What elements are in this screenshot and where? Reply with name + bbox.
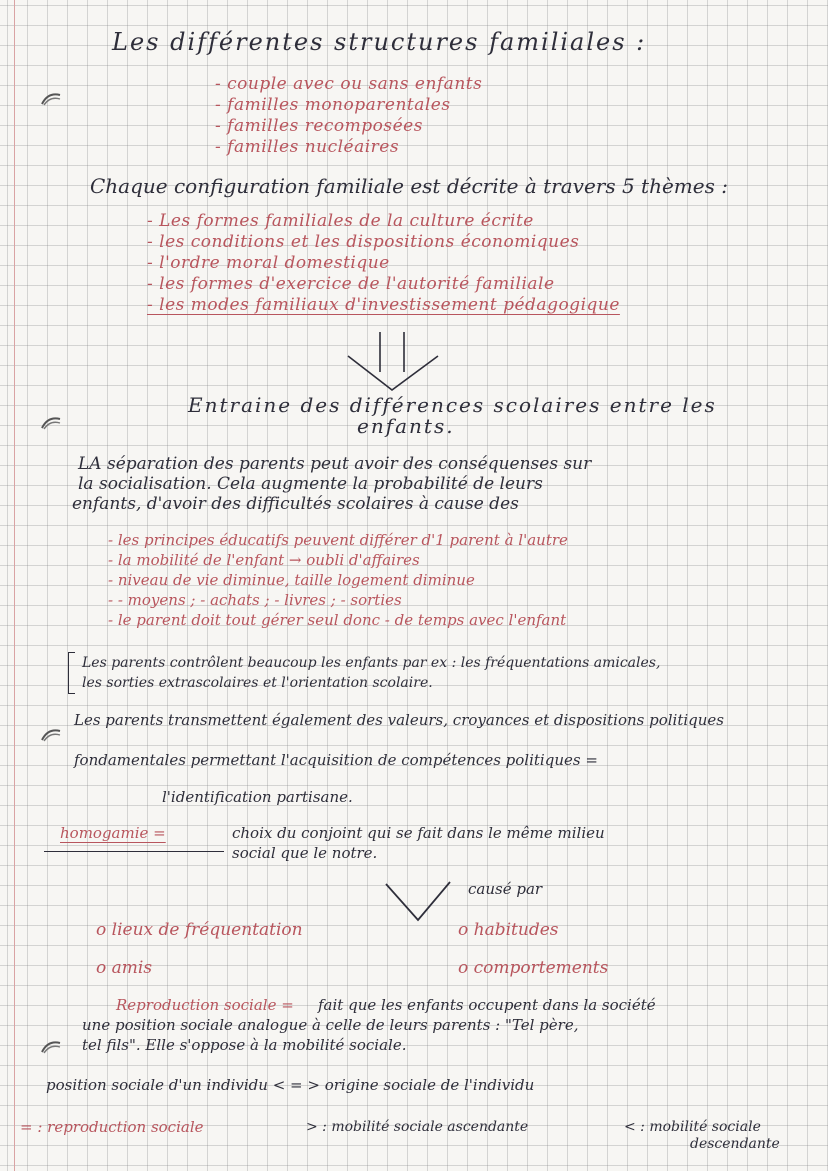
reproduction-term: Reproduction sociale = xyxy=(116,996,294,1014)
homogamie-definition: choix du conjoint qui se fait dans le même milieu xyxy=(232,824,605,842)
binder-ring-icon xyxy=(40,728,62,742)
page-title: Les différentes structures familiales : xyxy=(112,28,647,56)
cause-item: o habitudes xyxy=(458,920,559,940)
legend-less: descendante xyxy=(690,1136,780,1152)
theme-item: - Les formes familiales de la culture écrite xyxy=(147,211,534,231)
separation-text: enfants, d'avoir des difficultés scolaires à cause des xyxy=(72,494,519,514)
separation-text: LA séparation des parents peut avoir des conséquenses sur xyxy=(78,454,592,474)
cause-item: o lieux de fréquentation xyxy=(96,920,303,940)
binder-ring-icon xyxy=(40,92,62,106)
structure-item: - familles monoparentales xyxy=(215,95,451,115)
reproduction-definition: fait que les enfants occupent dans la société xyxy=(318,996,656,1014)
values-text: fondamentales permettant l'acquisition de compétences politiques = xyxy=(74,751,598,769)
reproduction-definition: tel fils". Elle s'oppose à la mobilité sociale. xyxy=(82,1036,407,1054)
structure-item: - familles recomposées xyxy=(215,116,423,136)
values-result: l'identification partisane. xyxy=(162,788,353,806)
down-arrow-icon xyxy=(338,330,448,392)
legend-greater: > : mobilité sociale ascendante xyxy=(306,1119,529,1135)
separation-cause: - - moyens ; - achats ; - livres ; - sorties xyxy=(108,591,402,609)
margin-line xyxy=(14,0,15,1171)
configuration-intro: Chaque configuration familiale est décrite à travers 5 thèmes : xyxy=(90,174,728,198)
structure-item: - couple avec ou sans enfants xyxy=(215,74,483,94)
legend-less: < : mobilité sociale xyxy=(624,1119,761,1135)
down-arrow-icon xyxy=(382,880,454,924)
control-text: Les parents contrôlent beaucoup les enfants par ex : les fréquentations amicales, xyxy=(82,655,661,671)
separation-cause: - les principes éducatifs peuvent différer d'1 parent à l'autre xyxy=(108,531,568,549)
consequence-line: Entraine des différences scolaires entre les xyxy=(188,393,717,417)
theme-item: - les conditions et les dispositions économiques xyxy=(147,232,580,252)
theme-item: - les formes d'exercice de l'autorité familiale xyxy=(147,274,555,294)
separation-text: la socialisation. Cela augmente la probabilité de leurs xyxy=(78,474,543,494)
cause-item: o amis xyxy=(96,958,153,978)
theme-item: - les modes familiaux d'investissement pédagogique xyxy=(147,295,620,315)
binder-ring-icon xyxy=(40,416,62,430)
separation-cause: - la mobilité de l'enfant → oubli d'affaires xyxy=(108,551,420,569)
separation-cause: - le parent doit tout gérer seul donc - de temps avec l'enfant xyxy=(108,611,567,629)
control-text: les sorties extrascolaires et l'orientation scolaire. xyxy=(82,675,433,691)
structure-item: - familles nucléaires xyxy=(215,137,400,157)
values-text: Les parents transmettent également des valeurs, croyances et dispositions politiques xyxy=(74,711,724,729)
homogamie-term: homogamie = xyxy=(60,824,166,842)
underline-rule xyxy=(44,851,224,852)
homogamie-definition: social que le notre. xyxy=(232,844,378,862)
separation-cause: - niveau de vie diminue, taille logement diminue xyxy=(108,571,475,589)
legend-equal: = : reproduction sociale xyxy=(20,1118,204,1136)
theme-item: - l'ordre moral domestique xyxy=(147,253,390,273)
cause-item: o comportements xyxy=(458,958,609,978)
cause-label: causé par xyxy=(468,880,543,898)
binder-ring-icon xyxy=(40,1040,62,1054)
position-line: position sociale d'un individu < = > origine sociale de l'individu xyxy=(46,1076,535,1094)
consequence-line: enfants. xyxy=(357,414,455,438)
bracket-mark xyxy=(68,652,75,694)
reproduction-definition: une position sociale analogue à celle de leurs parents : "Tel père, xyxy=(82,1016,579,1034)
